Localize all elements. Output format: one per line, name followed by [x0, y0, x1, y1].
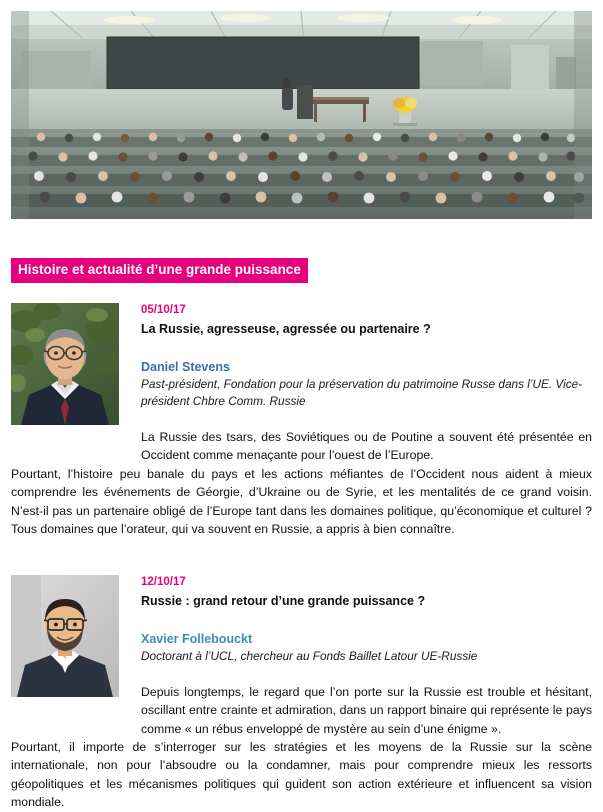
talk-body [11, 683, 592, 812]
talk-abstract-lead: Depuis longtemps, le regard que l’on porte sur la Russie est trouble et hésitant, oscillant entre crainte et admiration, dans un rapport binaire qui représente le pays comme « un rébus enveloppé de mystère au sein d’une énigme ». [141, 684, 592, 736]
talk-date: 12/10/17 [141, 576, 186, 588]
talk-title: Russie : grand retour d’une grande puissance ? [141, 593, 426, 608]
talk-abstract-rest: Pourtant, l’histoire peu banale du pays et les actions méfiantes de l’Occident nous aident à mieux comprendre les événements de Géorgie, d’Ukraine ou de Syrie, et les mentalités de ce grand voisin. N’est-il pas un partenaire obligé de l’Europe tant dans les domaines politique, qu’économique et culturel ? Tous domaines que l’orateur, qui va souvent en Russie, a appris à bien connaître. [11, 466, 592, 537]
portrait-illustration [11, 575, 119, 697]
talk-date: 05/10/17 [141, 304, 186, 316]
portrait-xavier-follebouckt [11, 575, 119, 697]
lecture-hall-illustration [11, 11, 592, 219]
talk-header [141, 575, 592, 665]
section-title-banner: Histoire et actualité d’une grande puissance [11, 258, 308, 283]
talk-header [141, 303, 592, 410]
speaker-role: Doctorant à l’UCL, chercheur au Fonds Baillet Latour UE-Russie [141, 648, 478, 663]
portrait-illustration [11, 303, 119, 425]
talk-body [11, 428, 592, 539]
talk-abstract-lead: La Russie des tsars, des Soviétiques ou de Poutine a souvent été présentée en Occident comme menaçante pour l’ouest de l’Europe. [141, 429, 592, 463]
talk-title: La Russie, agresseuse, agressée ou partenaire ? [141, 321, 431, 336]
speaker-name: Daniel Stevens [141, 359, 230, 374]
lecture-hall-photo [11, 11, 592, 219]
portrait-daniel-stevens [11, 303, 119, 425]
speaker-role: Past-président, Fondation pour la préservation du patrimoine Russe dans l’UE. Vice-président Chbre Comm. Russie [141, 376, 583, 408]
talk-entry [11, 303, 592, 538]
speaker-name: Xavier Follebouckt [141, 631, 253, 646]
talk-entry [11, 575, 592, 812]
talk-abstract-rest: Pourtant, il importe de s’interroger sur les stratégies et les moyens de la Russie sur la scène internationale, non pour l’absoudre ou la condamner, mais pour comprendre mieux les ressorts géopolitiques et les mécanismes politiques qui guident son action extérieure et influencent sa vision mondiale. [11, 740, 592, 810]
